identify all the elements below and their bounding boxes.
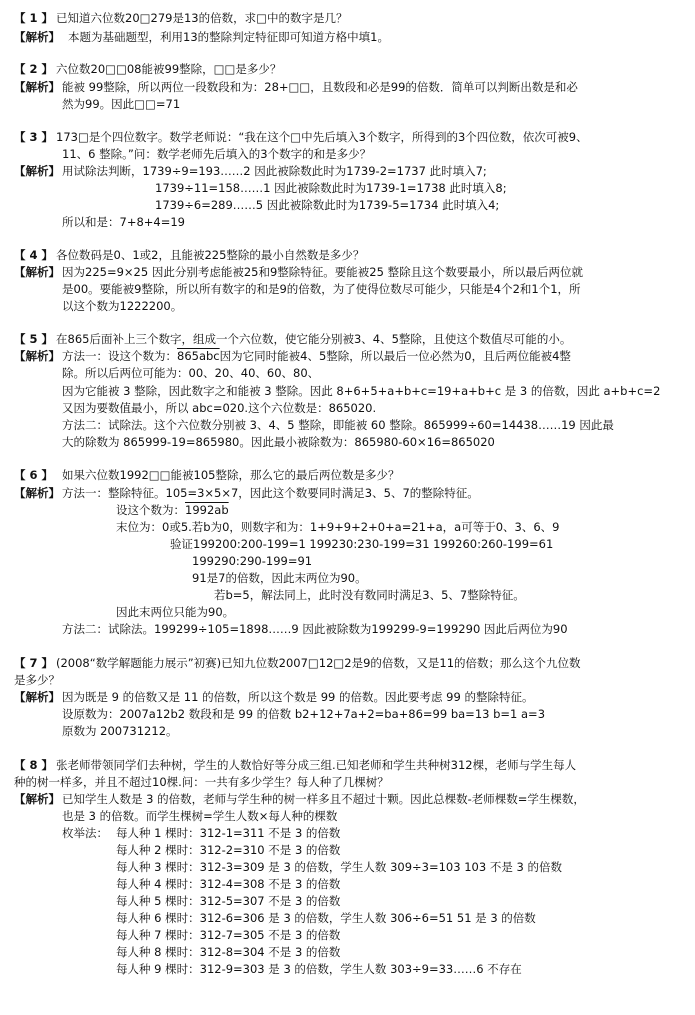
problem-1-number: 【 1 】 xyxy=(14,11,54,25)
problem-6-analysis-line: 末位为：0或5.若b为0，则数字和为：1+9+9+2+0+a=21+a，a可等于0、3、6、9 xyxy=(116,520,560,534)
problem-7-question-line: 是多少？ xyxy=(14,673,60,687)
problem-5-analysis-label: 【解析】 xyxy=(14,349,60,363)
problem-6-question: 如果六位数1992□□能被105整除，那么它的最后两位数是多少？ xyxy=(62,468,400,482)
problem-5-analysis-line: 因为它能被 3 整除，因此数字之和能被 3 整除。因此 8+6+5+a+b+c=19+a+b+c 是 3 的倍数，因此 a+b+c=2 xyxy=(62,384,661,398)
problem-1-analysis: 本题为基础题型，利用13的整除判定特征即可知道方格中填1。 xyxy=(68,30,389,44)
problem-8-enum-row: 每人种 2 棵时：312-2=310 不是 3 的倍数 xyxy=(116,843,341,857)
problem-8-number: 【 8 】 xyxy=(14,758,54,772)
problem-3-number: 【 3 】 xyxy=(14,130,54,144)
problem-3-analysis-line: 1739÷6=289……5 因此被除数此时为1739-5=1734 此时填入4; xyxy=(155,198,500,212)
problem-7-question-line: (2008“数学解题能力展示”初赛)已知九位数2007□12□2是9的倍数，又是11的倍数；那么这个九位数 xyxy=(56,656,581,670)
problem-6-analysis-line: 设这个数为：1992ab xyxy=(116,503,229,517)
problem-8-analysis-line: 已知学生人数是 3 的倍数，老师与学生种的树一样多且不超过十颗。因此总棵数-老师棵数=学生棵数， xyxy=(62,792,585,806)
problem-8-analysis-label: 【解析】 xyxy=(14,792,60,806)
problem-7-analysis-line: 因为既是 9 的倍数又是 11 的倍数，所以这个数是 99 的倍数。因此要考虑 99 的整除特征。 xyxy=(62,690,534,704)
overlined-number: 1992ab xyxy=(185,503,229,517)
problem-8-analysis-line: 也是 3 的倍数。而学生棵树=学生人数×每人种的棵数 xyxy=(62,809,338,823)
problem-1-analysis-label: 【解析】 xyxy=(14,30,60,44)
problem-8-enum-row: 每人种 9 棵时：312-9=303 是 3 的倍数，学生人数 303÷9=33……6 不存在 xyxy=(116,962,522,976)
problem-5-analysis-line: 又因为要数值最小，所以 abc=020.这个六位数是：865020. xyxy=(62,401,377,415)
problem-2-number: 【 2 】 xyxy=(14,62,54,76)
problem-3-analysis-label: 【解析】 xyxy=(14,164,60,178)
problem-6-analysis-line: 若b=5，解法同上，此时没有数同时满足3、5、7整除特征。 xyxy=(214,588,525,602)
problem-3-analysis-line: 所以和是：7+8+4=19 xyxy=(62,215,185,229)
problem-6-analysis-line: 因此末两位只能为90。 xyxy=(116,605,235,619)
problem-3-analysis-line: 用试除法判断，1739÷9=193……2 因此被除数此时为1739-2=1737 此时填入7; xyxy=(62,164,487,178)
problem-2-analysis-label: 【解析】 xyxy=(14,80,60,94)
problem-2-question: 六位数20□□08能被99整除，□□是多少？ xyxy=(56,62,282,76)
problem-2-analysis-line: 能被 99整除，所以两位一段数段和为：28+□□，且数段和必是99的倍数．简单可以判断出数是和必 xyxy=(62,80,578,94)
problem-2-analysis-line: 然为99。因此□□=71 xyxy=(62,97,181,111)
problem-8-enum-row: 每人种 6 棵时：312-6=306 是 3 的倍数，学生人数 306÷6=51 51 是 3 的倍数 xyxy=(116,911,536,925)
problem-1-question: 已知道六位数20□279是13的倍数，求□中的数字是几？ xyxy=(56,11,348,25)
problem-6-number: 【 6 】 xyxy=(14,468,54,482)
problem-8-enum-row: 每人种 5 棵时：312-5=307 不是 3 的倍数 xyxy=(116,894,341,908)
overlined-number: 865abc xyxy=(177,349,220,363)
problem-6-analysis-line: 方法一：整除特征。105=3×5×7，因此这个数要同时满足3、5、7的整除特征。 xyxy=(62,486,479,500)
problem-4-number: 【 4 】 xyxy=(14,248,54,262)
problem-5-analysis-line: 方法一：设这个数为：865abc因为它同时能被4、5整除，所以最后一位必然为0，且后两位能被4整 xyxy=(62,349,571,363)
problem-6-analysis-line: 91是7的倍数，因此末两位为90。 xyxy=(192,571,367,585)
problem-4-analysis-line: 以这个数为1222200。 xyxy=(62,299,183,313)
problem-5-question: 在865后面补上三个数字，组成一个六位数，使它能分别被3、4、5整除，且使这个数值尽可能的小。 xyxy=(56,332,572,346)
problem-6-analysis-label: 【解析】 xyxy=(14,486,60,500)
problem-5-number: 【 5 】 xyxy=(14,332,54,346)
problem-5-analysis-line: 大的除数为 865999-19=865980。因此最小被除数为：865980-60×16=865020 xyxy=(62,435,495,449)
problem-6-analysis-line: 199290:290-199=91 xyxy=(192,554,313,568)
problem-8-enum-row: 每人种 4 棵时：312-4=308 不是 3 的倍数 xyxy=(116,877,341,891)
problem-3-question-line: 11、6 整除。”问：数学老师先后填入的3个数字的和是多少？ xyxy=(62,147,372,161)
problem-8-question-line: 种的树一样多，并且不超过10棵.问：一共有多少学生？每人种了几棵树？ xyxy=(14,775,389,789)
problem-8-enum-row: 每人种 8 棵时：312-8=304 不是 3 的倍数 xyxy=(116,945,341,959)
problem-6-analysis-line: 验证199200:200-199=1 199230:230-199=31 199260:260-199=61 xyxy=(170,537,554,551)
problem-3-question-line: 173□是个四位数字。数学老师说：“我在这个□中先后填入3个数字，所得到的3个四位数，依次可被9、 xyxy=(56,130,588,144)
problem-4-analysis-label: 【解析】 xyxy=(14,265,60,279)
problem-7-analysis-line: 原数为 200731212。 xyxy=(62,724,178,738)
problem-8-analysis-line: 枚举法： xyxy=(62,826,108,840)
problem-5-analysis-line: 除。所以后两位可能为：00、20、40、60、80、 xyxy=(62,366,320,380)
problem-6-analysis-line: 方法二：试除法。199299÷105=1898……9 因此被除数为199299-9=199290 因此后两位为90 xyxy=(62,622,568,636)
problem-3-analysis-line: 1739÷11=158……1 因此被除数此时为1739-1=1738 此时填入8; xyxy=(155,181,507,195)
problem-7-number: 【 7 】 xyxy=(14,656,54,670)
problem-8-enum-row: 每人种 1 棵时：312-1=311 不是 3 的倍数 xyxy=(116,826,341,840)
problem-7-analysis-line: 设原数为：2007a12b2 数段和是 99 的倍数 b2+12+7a+2=ba+86=99 ba=13 b=1 a=3 xyxy=(62,707,546,721)
problem-4-question: 各位数码是0、1或2，且能被225整除的最小自然数是多少？ xyxy=(56,248,365,262)
problem-8-question-line: 张老师带领同学们去种树，学生的人数恰好等分成三组.已知老师和学生共种树312棵，老师与学生每人 xyxy=(56,758,577,772)
problem-5-analysis-line: 方法二：试除法。这个六位数分别被 3、4、5 整除，即能被 60 整除。865999÷60=14438……19 因此最 xyxy=(62,418,614,432)
problem-7-analysis-label: 【解析】 xyxy=(14,690,60,704)
problem-4-analysis-line: 是00。要能被9整除，所以所有数字的和是9的倍数，为了使得位数尽可能少，只能是4个2和1个1，所 xyxy=(62,282,581,296)
problem-8-enum-row: 每人种 7 棵时：312-7=305 不是 3 的倍数 xyxy=(116,928,341,942)
problem-4-analysis-line: 因为225=9×25 因此分别考虑能被25和9整除特征。要能被25 整除且这个数要最小，所以最后两位就 xyxy=(62,265,584,279)
problem-8-enum-row: 每人种 3 棵时：312-3=309 是 3 的倍数，学生人数 309÷3=103 103 不是 3 的倍数 xyxy=(116,860,562,874)
